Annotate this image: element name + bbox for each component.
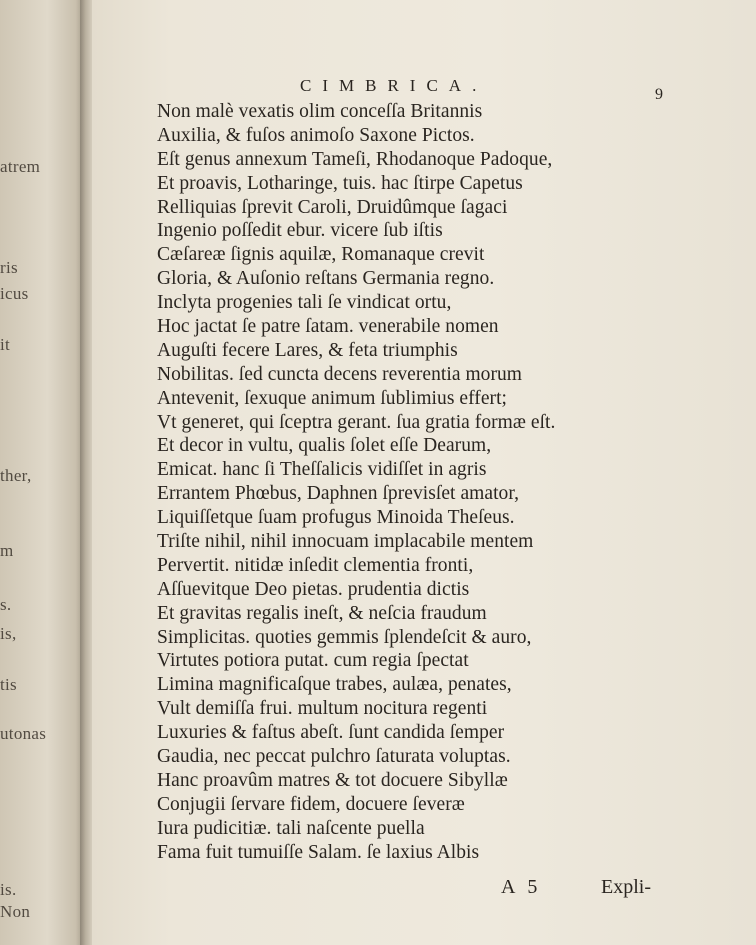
verse-line: Et proavis, Lotharinge, tuis. hac ſtirpe Capetus [157,172,523,194]
running-head: CIMBRICA. [300,76,488,95]
verse-line: Relliquias ſprevit Caroli, Druidûmque ſagaci [157,196,508,218]
facing-page-edge [0,0,86,945]
facing-page-fragment: it [0,335,11,354]
facing-page-fragment: tis [0,675,17,694]
verse-line: Iura pudicitiæ. tali naſcente puella [157,817,425,839]
verse-line: Triſte nihil, nihil innocuam implacabile mentem [157,531,534,553]
signature-mark: A 5 [501,876,538,898]
verse-line: Hanc proavûm matres & tot docuere Sibyllæ [157,769,508,791]
facing-page-fragment: m [0,541,14,560]
verse-line: Conjugii ſervare fidem, docuere ſeveræ [157,793,465,815]
verse-line: Eſt genus annexum Tameſi, Rhodanoque Padoque, [157,148,553,170]
verse-line: Nobilitas. ſed cuncta decens reverentia morum [157,363,523,385]
verse-line: Gloria, & Auſonio reſtans Germania regno. [157,268,495,290]
verse-line: Antevenit, ſexuque animum ſublimius effert; [157,387,508,409]
verse-line: Cæſareæ ſignis aquilæ, Romanaque crevit [157,244,485,266]
verse-line: Aſſuevitque Deo pietas. prudentia dictis [157,578,470,600]
verse-line: Fama fuit tumuiſſe Salam. ſe laxius Albis [157,841,480,863]
verse-line: Emicat. hanc ſi Theſſalicis vidiſſet in agris [157,459,487,481]
verse-line: Simplicitas. quoties gemmis ſplendeſcit & auro, [157,626,532,648]
verse-line: Auguſti fecere Lares, & feta triumphis [157,339,458,361]
verse-block [157,100,697,865]
facing-page-fragment: s. [0,595,12,614]
verse-line: Ingenio poſſedit ebur. vicere ſub iſtis [157,220,443,242]
facing-page-fragment: utonas [0,724,47,743]
verse-line: Luxuries & faſtus abeſt. ſunt candida ſemper [157,722,505,744]
verse-line: Vult demiſſa frui. multum nocitura regenti [157,698,488,720]
verse-line: Et gravitas regalis ineſt, & neſcia fraudum [157,602,487,624]
page-number: 9 [655,86,663,103]
verse-line: Et decor in vultu, qualis ſolet eſſe Dearum, [157,435,492,457]
facing-page-fragment: icus [0,284,29,303]
facing-page-fragment: Non [0,902,31,921]
facing-page-fragment: atrem [0,157,41,176]
catchword: Expli- [601,876,651,898]
verse-line: Vt generet, qui ſceptra gerant. ſua gratia formæ eſt. [157,411,556,433]
verse-line: Hoc jactat ſe patre ſatam. venerabile nomen [157,316,499,338]
verse-line: Limina magnificaſque trabes, aulæa, penates, [157,674,512,696]
verse-line: Pervertit. nitidæ inſedit clementia fronti, [157,554,474,576]
verse-line: Gaudia, nec peccat pulchro ſaturata voluptas. [157,746,511,768]
verse-line: Inclyta progenies tali ſe vindicat ortu, [157,292,452,314]
facing-page-fragment: ther, [0,466,32,485]
verse-line: Virtutes potiora putat. cum regia ſpectat [157,650,469,672]
verse-line: Non malè vexatis olim conceſſa Britannis [157,101,483,122]
verse-line: Auxilia, & fuſos animoſo Saxone Pictos. [157,124,475,146]
facing-page-fragment: is. [0,880,17,899]
facing-page-fragment: is, [0,624,17,643]
facing-page-fragment: ris [0,258,18,277]
verse-line: Liquiſſetque ſuam profugus Minoida Theſeus. [157,507,515,529]
verse-line: Errantem Phœbus, Daphnen ſprevisſet amator, [157,483,520,505]
